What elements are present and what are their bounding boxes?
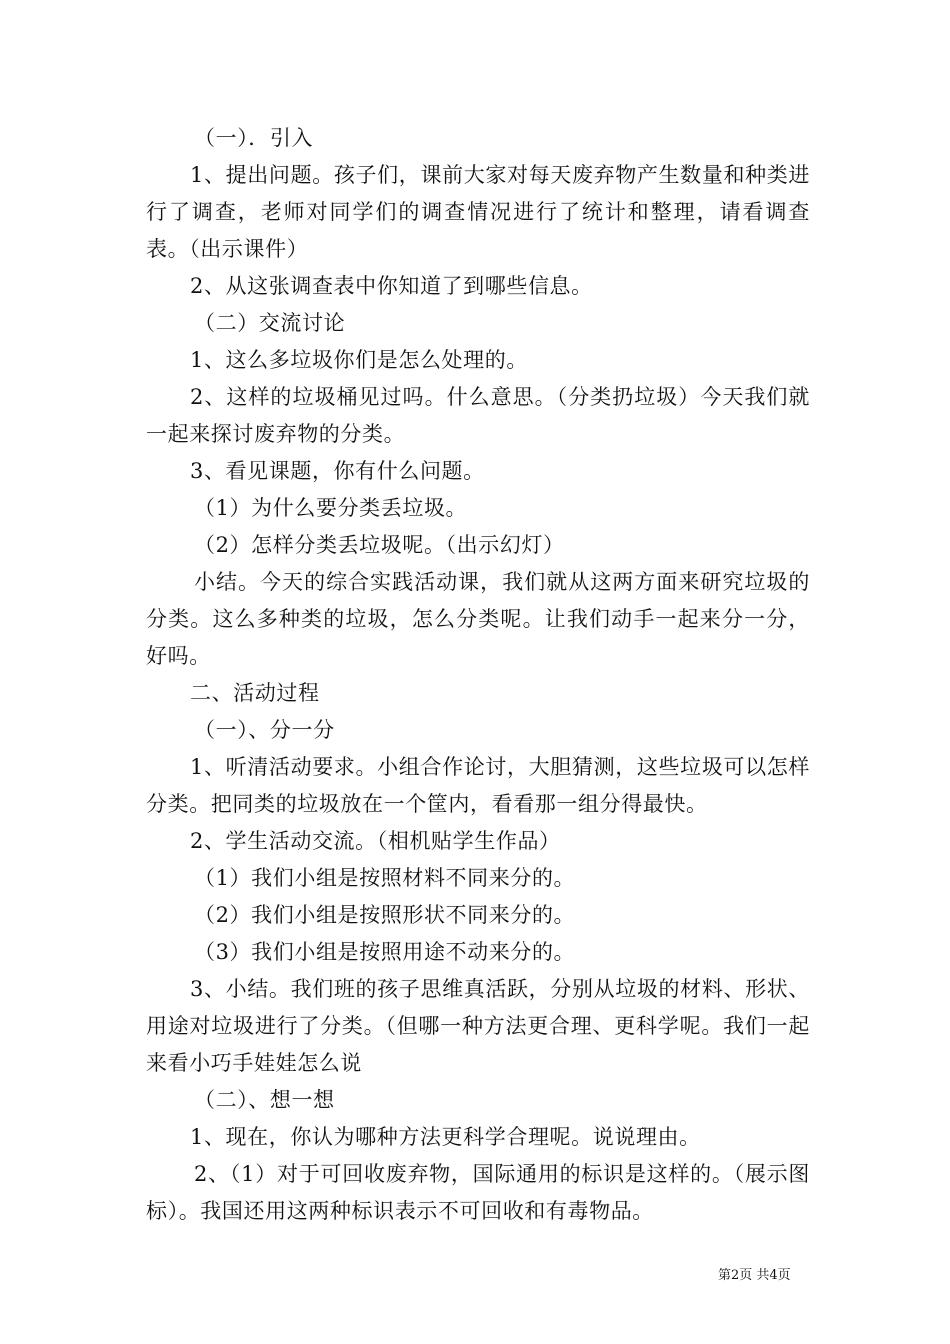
paragraph: 1、提出问题。孩子们，课前大家对每天废弃物产生数量和种类进行了调查，老师对同学们的调查情况进行了统计和整理，请看调查表。（出示课件） [146,163,810,261]
paragraph: 2、学生活动交流。（相机贴学生作品） [190,829,561,853]
paragraph: （3）我们小组是按照用途不动来分的。 [194,940,576,964]
section-heading-sort: （一）、分一分 [194,718,335,742]
paragraph: 2、从这张调查表中你知道了到哪些信息。 [190,274,593,298]
section-heading-discussion: （二）交流讨论 [194,311,346,335]
page-number-footer: 第2页 共4页 [718,1268,791,1283]
paragraph: 1、这么多垃圾你们是怎么处理的。 [190,348,528,372]
document-body [146,120,810,1230]
section-heading-activity: 二、活动过程 [190,681,320,705]
paragraph-summary: 小结。今天的综合实践活动课，我们就从这两方面来研究垃圾的分类。这么多种类的垃圾，怎么分类呢。让我们动手一起来分一分，好吗。 [146,570,810,668]
paragraph: 2、（1）对于可回收废弃物，国际通用的标识是这样的。（展示图标）。我国还用这两种标识表示不可回收和有毒物品。 [146,1162,810,1223]
paragraph: （1）为什么要分类丢垃圾。 [194,496,468,520]
section-heading-intro: （一）．引入 [194,126,314,150]
paragraph: 1、听清活动要求。小组合作论讨，大胆猜测，这些垃圾可以怎样分类。把同类的垃圾放在一个筐内，看看那一组分得最快。 [146,755,810,816]
paragraph: 3、小结。我们班的孩子思维真活跃，分别从垃圾的材料、形状、用途对垃圾进行了分类。（但哪一种方法更合理、更科学呢。我们一起来看小巧手娃娃怎么说 [146,977,810,1075]
paragraph: （2）怎样分类丢垃圾呢。（出示幻灯） [194,533,565,557]
paragraph: （1）我们小组是按照材料不同来分的。 [194,866,576,890]
paragraph: 1、现在，你认为哪种方法更科学合理呢。说说理由。 [190,1125,701,1149]
paragraph: 2、这样的垃圾桶见过吗。什么意思。（分类扔垃圾）今天我们就一起来探讨废弃物的分类。 [146,385,810,446]
paragraph: 3、看见课题，你有什么问题。 [190,459,485,483]
section-heading-think: （二）、想一想 [194,1088,335,1112]
paragraph: （2）我们小组是按照形状不同来分的。 [194,903,576,927]
